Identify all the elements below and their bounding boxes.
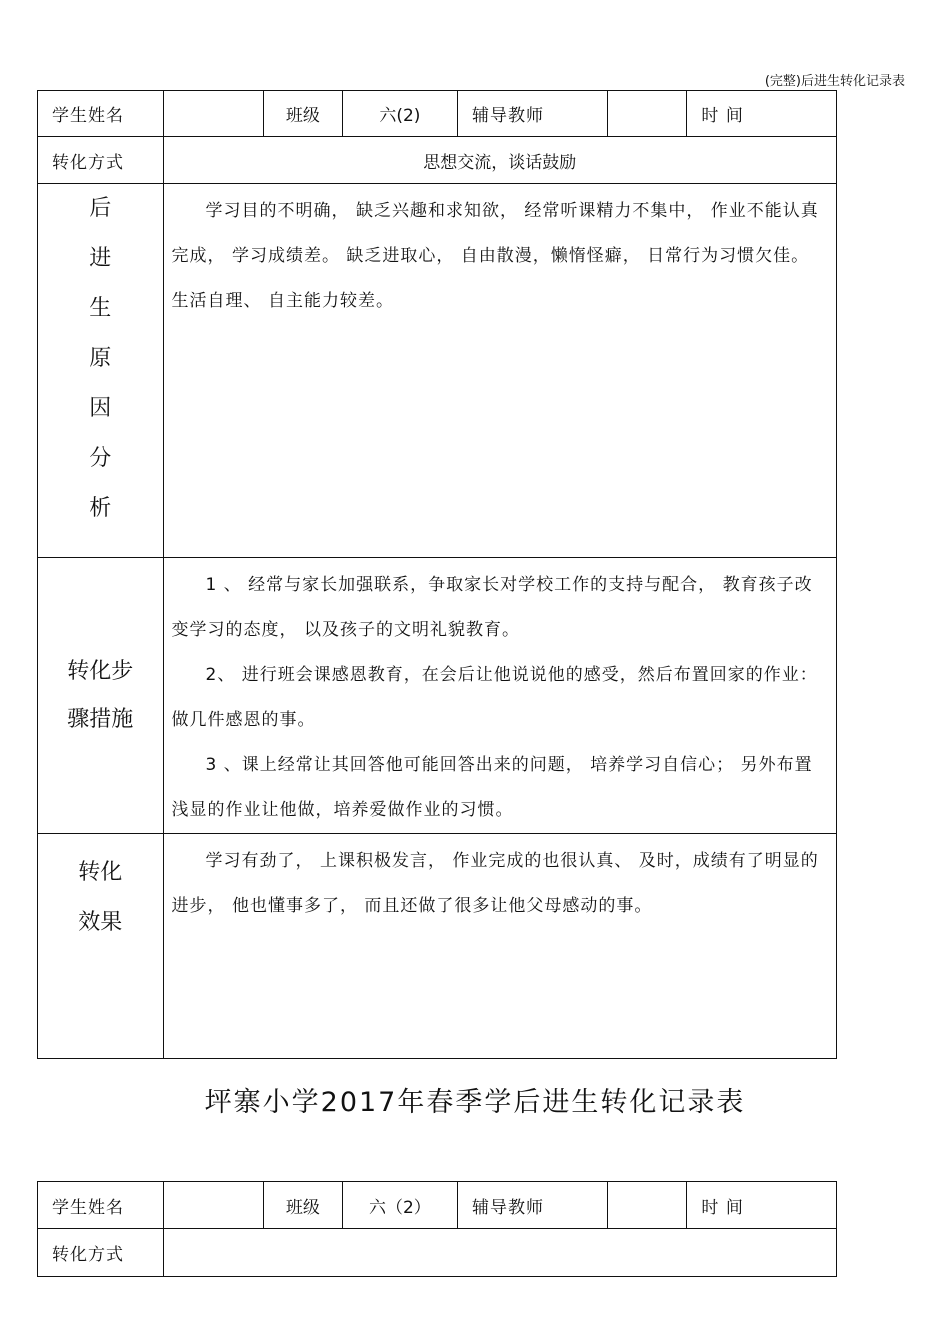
time-label-2: 时 间 <box>687 1182 837 1229</box>
method-value: 思想交流，谈话鼓励 <box>163 137 836 184</box>
method-value-2 <box>163 1229 836 1277</box>
method-label-2: 转化方式 <box>38 1229 164 1277</box>
name-label: 学生姓名 <box>38 91 164 137</box>
class-value-2: 六（2） <box>342 1182 457 1229</box>
record-table-1 <box>37 90 837 1059</box>
reason-label: 后 进 生 原 因 分 析 <box>38 184 164 558</box>
tutor-value <box>607 91 687 137</box>
page-title: 坪寨小学2017年春季学后进生转化记录表 <box>204 1087 746 1118</box>
steps-text-cell <box>163 558 836 834</box>
header-note: (完整)后进生转化记录表 <box>764 74 905 89</box>
name-value-2 <box>163 1182 263 1229</box>
record-table-2 <box>37 1181 837 1277</box>
steps-label: 转化步 骤措施 <box>38 558 164 834</box>
reason-text-cell <box>163 184 836 558</box>
effect-label: 转化 效果 <box>38 834 164 1059</box>
tutor-label: 辅导教师 <box>458 91 608 137</box>
step-item-1: 1 、 经常与家长加强联系，争取家长对学校工作的支持与配合， 教育孩子改变学习的态度， 以及孩子的文明礼貌教育。 <box>171 575 813 640</box>
tutor-value-2 <box>607 1182 687 1229</box>
name-label-2: 学生姓名 <box>38 1182 164 1229</box>
effect-text-cell <box>163 834 836 1059</box>
effect-text: 学习有劲了， 上课积极发言， 作业完成的也很认真、 及时，成绩有了明显的进步， 他也懂事多了， 而且还做了很多让他父母感动的事。 <box>171 851 819 916</box>
method-label: 转化方式 <box>38 137 164 184</box>
tutor-label-2: 辅导教师 <box>458 1182 608 1229</box>
class-label-2: 班级 <box>263 1182 342 1229</box>
step-item-2: 2、 进行班会课感恩教育，在会后让他说说他的感受，然后布置回家的作业：做几件感恩的事。 <box>171 665 818 730</box>
reason-text: 学习目的不明确， 缺乏兴趣和求知欲， 经常听课精力不集中， 作业不能认真完成， 学习成绩差。 缺乏进取心， 自由散漫，懒惰怪癖， 日常行为习惯欠佳。 生活自理、 自主能力较差。 <box>171 201 819 311</box>
class-label: 班级 <box>263 91 342 137</box>
time-label: 时 间 <box>687 91 837 137</box>
name-value <box>163 91 263 137</box>
class-value: 六(2) <box>342 91 457 137</box>
step-item-3: 3 、课上经常让其回答他可能回答出来的问题， 培养学习自信心； 另外布置浅显的作业让他做，培养爱做作业的习惯。 <box>171 755 813 820</box>
